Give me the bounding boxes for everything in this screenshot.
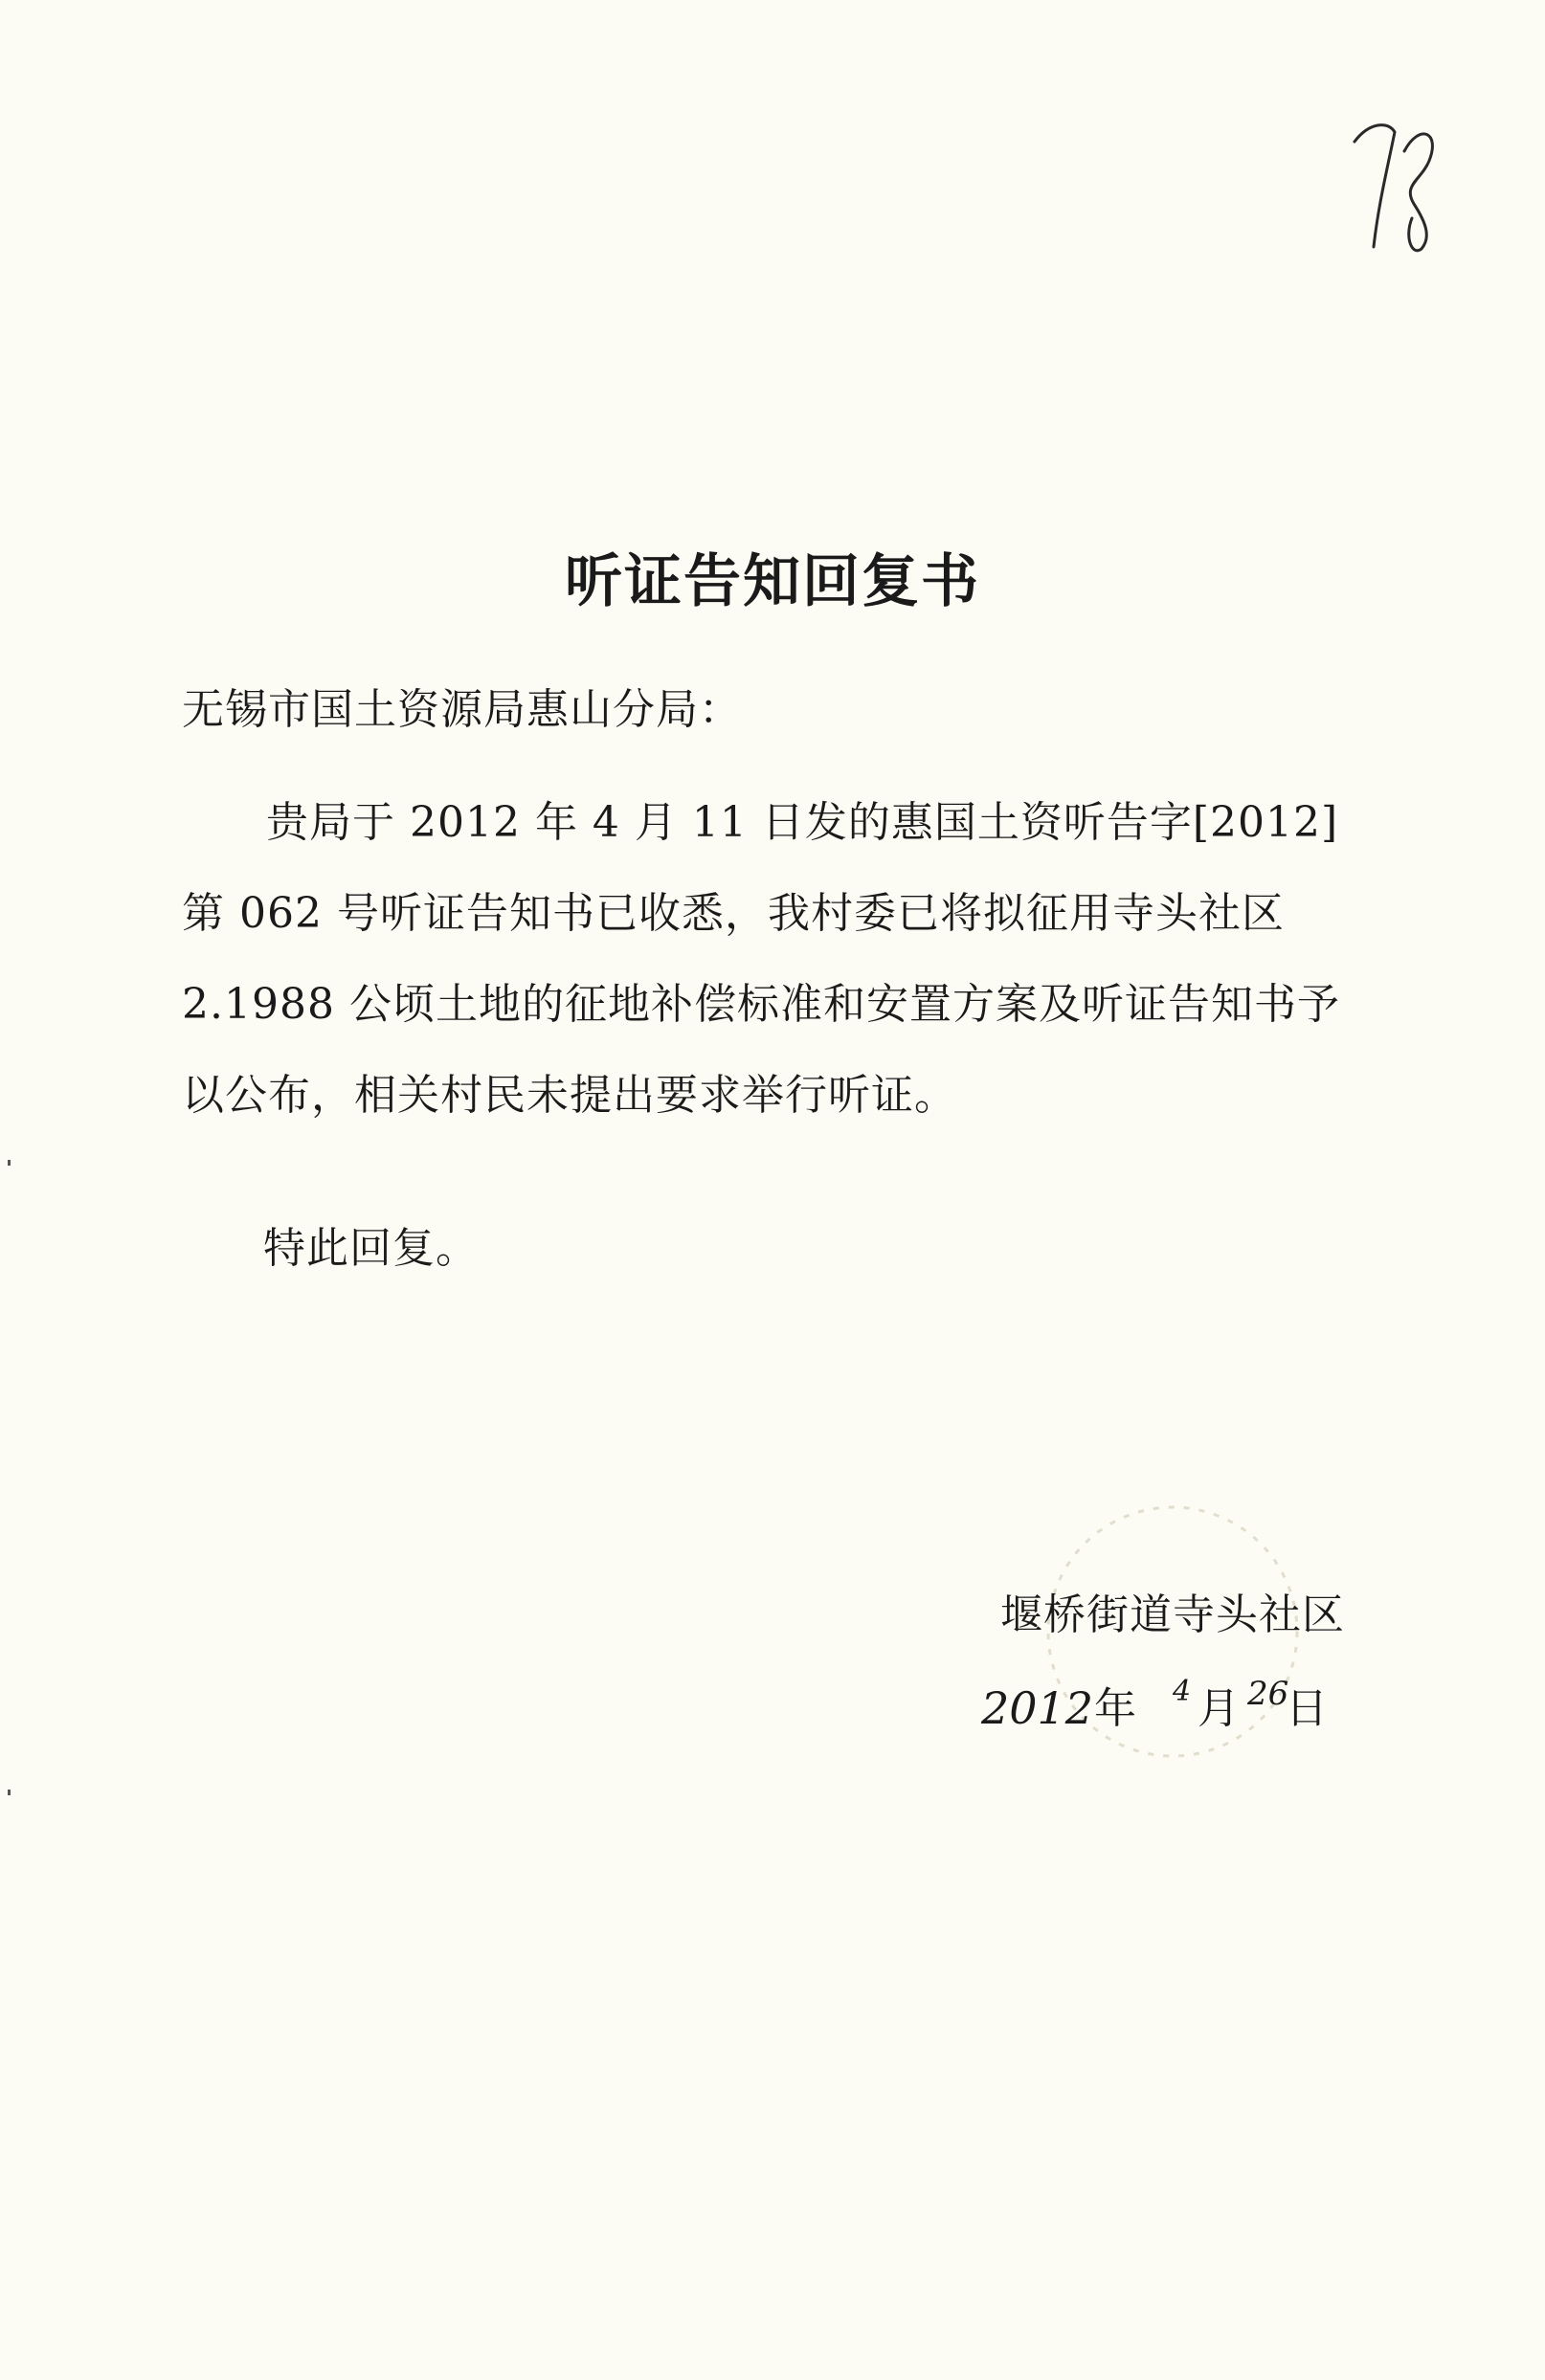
handwritten-page-number	[1345, 113, 1450, 256]
scan-speck	[8, 1160, 11, 1166]
month-label: 月	[1198, 1684, 1240, 1733]
scan-speck	[8, 1790, 11, 1795]
body-paragraph: 贵局于 2012 年 4 月 11 日发的惠国土资听告字[2012]第 062 号听证告知书已收悉，我村委已将拟征用寺头社区 2.1988 公顷土地的征地补偿标准和安置方案及听证告知书予以公布，相关村民未提出要求举行听证。	[182, 798, 1340, 1120]
handwritten-day: 26	[1247, 1675, 1289, 1713]
recipient-line: 无锡市国土资源局惠山分局：	[182, 685, 742, 734]
day-label: 日	[1286, 1684, 1328, 1733]
page-number-glyph	[1345, 113, 1450, 256]
signature-date	[981, 1667, 1383, 1753]
closing-line: 特此回复。	[263, 1224, 479, 1273]
sender-name: 堰桥街道寺头社区	[1000, 1590, 1345, 1639]
handwritten-year: 2012	[981, 1682, 1094, 1734]
handwritten-month: 4	[1173, 1675, 1192, 1708]
year-label: 年	[1094, 1684, 1136, 1733]
document-title: 听证告知回复书	[565, 548, 980, 615]
